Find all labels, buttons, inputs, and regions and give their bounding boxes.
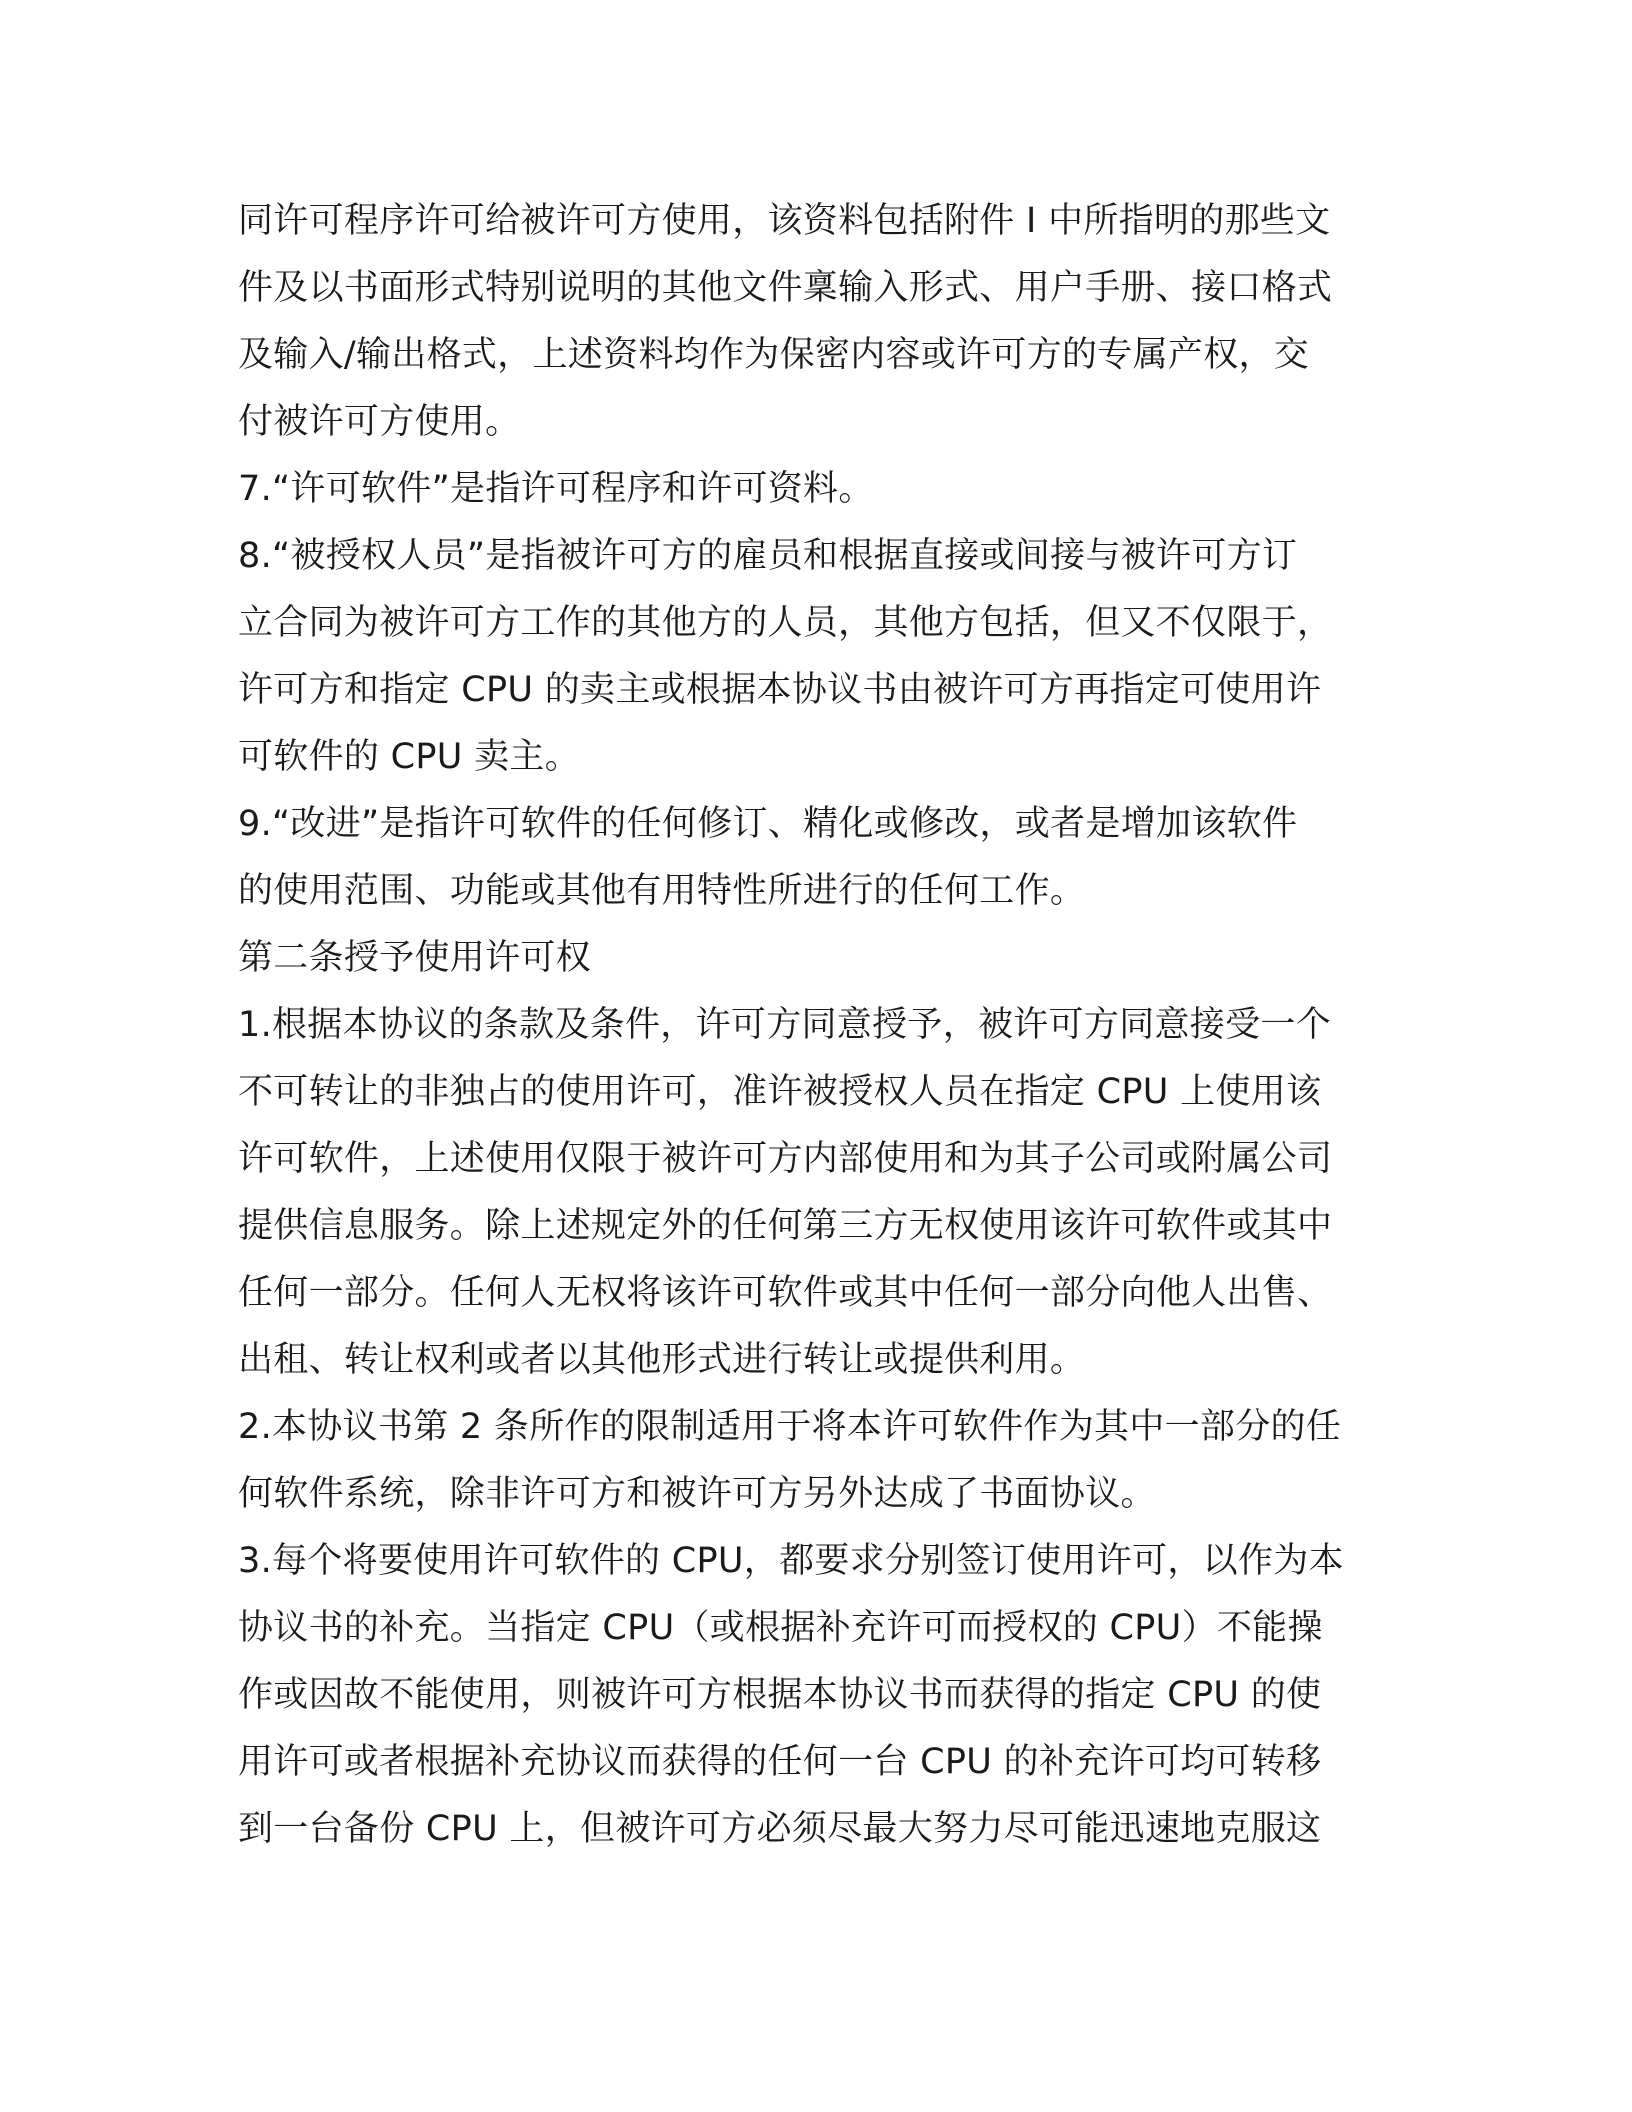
definition-9: 9.“改进”是指许可软件的任何修订、精化或修改，或者是增加该软件 — [238, 804, 1298, 844]
definition-8: 8.“被授权人员”是指被许可方的雇员和根据直接或间接与被许可方订 — [238, 536, 1298, 576]
text-line: 同许可程序许可给被许可方使用，该资料包括附件 I 中所指明的那些文 — [238, 201, 1331, 241]
text-line: 可软件的 CPU 卖主。 — [238, 737, 581, 777]
text-line: 任何一部分。任何人无权将该许可软件或其中任何一部分向他人出售、 — [238, 1273, 1333, 1313]
text-line: 付被许可方使用。 — [238, 402, 521, 442]
definition-7: 7.“许可软件”是指许可程序和许可资料。 — [238, 469, 874, 509]
text-line: 作或因故不能使用，则被许可方根据本协议书而获得的指定 CPU 的使 — [238, 1675, 1322, 1715]
text-line: 的使用范围、功能或其他有用特性所进行的任何工作。 — [238, 871, 1086, 911]
text-line: 出租、转让权利或者以其他形式进行转让或提供利用。 — [238, 1340, 1086, 1380]
text-line: 及输入/输出格式，上述资料均作为保密内容或许可方的专属产权，交 — [238, 335, 1310, 375]
text-line: 到一台备份 CPU 上，但被许可方必须尽最大努力尽可能迅速地克服这 — [238, 1809, 1322, 1849]
text-line: 许可方和指定 CPU 的卖主或根据本协议书由被许可方再指定可使用许 — [238, 670, 1322, 710]
section-heading: 第二条授予使用许可权 — [238, 938, 592, 978]
text-line: 立合同为被许可方工作的其他方的人员，其他方包括，但又不仅限于， — [238, 603, 1333, 643]
text-line: 提供信息服务。除上述规定外的任何第三方无权使用该许可软件或其中 — [238, 1206, 1333, 1246]
text-line: 协议书的补充。当指定 CPU（或根据补充许可而授权的 CPU）不能操 — [238, 1608, 1323, 1648]
document-body — [238, 188, 1394, 1863]
text-line: 不可转让的非独占的使用许可，准许被授权人员在指定 CPU 上使用该 — [238, 1072, 1322, 1112]
clause-3: 3.每个将要使用许可软件的 CPU，都要求分别签订使用许可，以作为本 — [238, 1541, 1344, 1581]
text-line: 何软件系统，除非许可方和被许可方另外达成了书面协议。 — [238, 1474, 1156, 1514]
text-line: 用许可或者根据补充协议而获得的任何一台 CPU 的补充许可均可转移 — [238, 1742, 1322, 1782]
text-line: 许可软件，上述使用仅限于被许可方内部使用和为其子公司或附属公司 — [238, 1139, 1333, 1179]
text-line: 件及以书面形式特别说明的其他文件稟输入形式、用户手册、接口格式 — [238, 268, 1333, 308]
clause-2: 2.本协议书第 2 条所作的限制适用于将本许可软件作为其中一部分的任 — [238, 1407, 1342, 1447]
clause-1: 1.根据本协议的条款及条件，许可方同意授予，被许可方同意接受一个 — [238, 1005, 1331, 1045]
